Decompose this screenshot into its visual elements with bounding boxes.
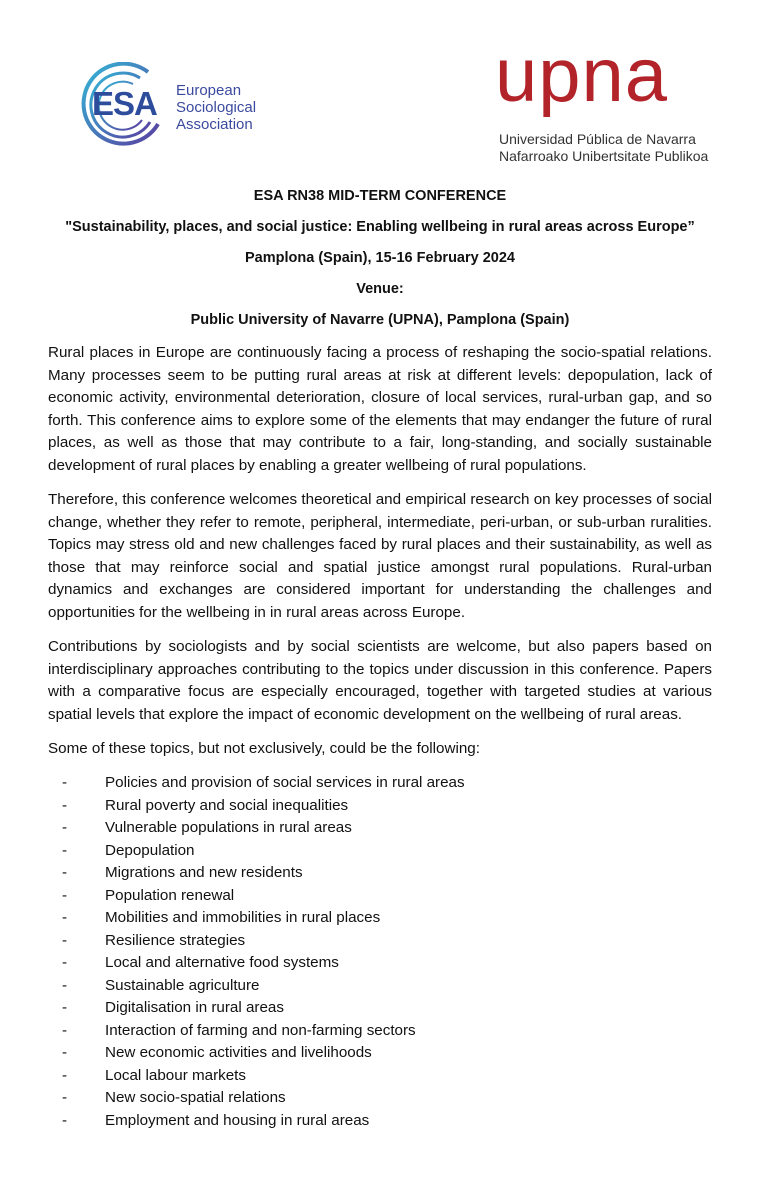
esa-full-name [176,82,286,133]
bullet-dash: - [62,1089,68,1106]
bullet-dash: - [62,864,68,881]
venue-name: Public University of Navarre (UPNA), Pamplona (Spain) [190,312,570,328]
topic-text: Population renewal [105,886,235,904]
topic-text: Mobilities and immobilities in rural places [105,909,381,926]
topic-list-item [48,772,712,795]
esa-name-line: European [176,82,242,99]
bullet-dash: - [62,841,68,859]
bullet-dash: - [62,976,68,994]
topic-text: Interaction of farming and non-farming sectors [105,1021,416,1039]
topic-list-item [48,1042,712,1065]
bullet-dash: - [62,774,68,791]
topic-list-item [48,1110,712,1133]
bullet-dash: - [62,954,68,971]
topic-list-item [48,862,712,885]
upna-name-basque: Nafarroako Unibertsitate Publikoa [499,148,709,164]
topic-list-item [48,907,712,930]
topic-list-item [48,885,712,908]
topic-text: Resilience strategies [105,931,246,949]
upna-logo [495,33,735,170]
paragraph-research: Therefore, this conference welcomes theoretical and empirical research on key processes of social change, whether they refer to remote, peripheral, intermediate, peri-urban, or sub-urban ruralities. Topics may stress old and new challenges faced by rural places and their sustainability, as well as those that may reinforce social and spatial justice amongst rural populations. Rural-urban dynamics and exchanges are considered important for understanding the challenges and opportunities for the wellbeing in in rural areas across Europe. [48,491,712,621]
paragraph-contributions: Contributions by sociologists and by social scientists are welcome, but also papers based on interdisciplinary approaches contributing to the topics under discussion in this conference. Papers with a comparative focus are especially encouraged, together with targeted studies at various spatial levels that explore the impact of economic development on the wellbeing of rural areas. [48,638,712,723]
topic-text: Sustainable agriculture [105,976,260,994]
bullet-dash: - [62,999,68,1016]
topic-text: Local labour markets [105,1066,246,1084]
conference-theme: "Sustainability, places, and social justice: Enabling wellbeing in rural areas across Europe” [65,219,695,235]
topic-text: Employment and housing in rural areas [105,1111,370,1129]
bullet-dash: - [62,819,68,836]
bullet-dash: - [62,931,68,949]
topic-list-item [48,1020,712,1043]
topic-list-item [48,1087,712,1110]
venue-label: Venue: [356,281,404,297]
esa-logo [70,62,280,148]
conference-place-date: Pamplona (Spain), 15-16 February 2024 [245,250,515,266]
esa-name-line: Sociological [176,99,257,116]
bullet-dash: - [62,1044,68,1061]
topic-text: Rural poverty and social inequalities [105,796,349,814]
topic-list-item [48,997,712,1020]
topic-list-item [48,1065,712,1088]
bullet-dash: - [62,1111,68,1129]
topic-text: New economic activities and livelihoods [105,1044,372,1061]
topic-list-item [48,817,712,840]
topic-text: Policies and provision of social services in rural areas [105,774,465,791]
document-header [0,0,766,180]
esa-name-line: Association [176,116,253,133]
topic-list-item [48,975,712,998]
topic-text: Depopulation [105,841,195,859]
bullet-dash: - [62,886,68,904]
topic-list-item [48,840,712,863]
topic-list-item [48,795,712,818]
topic-text: Local and alternative food systems [105,954,339,971]
topics-intro: Some of these topics, but not exclusively, could be the following: [48,740,480,757]
upna-wordmark: upna [495,33,669,118]
bullet-dash: - [62,1066,68,1084]
topic-text: Migrations and new residents [105,864,303,881]
topic-text: Digitalisation in rural areas [105,999,284,1016]
conference-title: ESA RN38 MID-TERM CONFERENCE [253,188,507,204]
bullet-dash: - [62,909,68,926]
document-body [48,186,712,1132]
esa-abbreviation: ESA [92,85,157,122]
topics-list [48,772,712,1132]
topic-list-item [48,952,712,975]
paragraph-intro: Rural places in Europe are continuously facing a process of reshaping the socio-spatial relations. Many processes seem to be putting rural areas at risk at different levels: depopulation, lack of economic activity, environmental deterioration, closure of local services, rural-urban gap, and so forth. This conference aims to explore some of the elements that may endanger the future of rural places, as well as those that may contribute to a fair, long-standing, and socially sustainable development of rural places by enabling a greater wellbeing of rural populations. [48,344,712,474]
topic-text: Vulnerable populations in rural areas [105,819,352,836]
upna-name-spanish: Universidad Pública de Navarra [499,131,696,147]
bullet-dash: - [62,1021,68,1039]
topic-text: New socio-spatial relations [105,1089,286,1106]
topic-list-item [48,930,712,953]
bullet-dash: - [62,796,68,814]
